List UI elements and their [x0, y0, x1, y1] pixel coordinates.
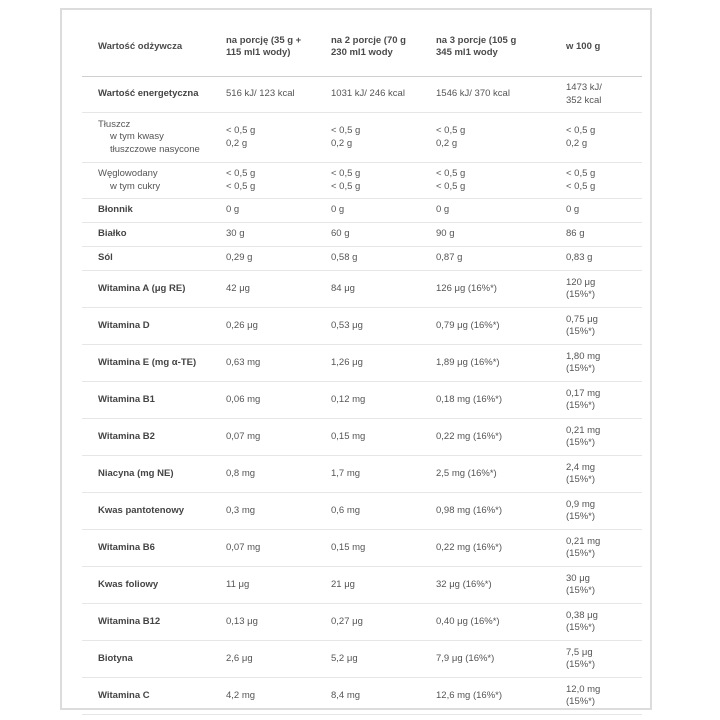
value-line: (15%*) — [566, 474, 596, 485]
value-line: 0,79 μg (16%*) — [436, 319, 500, 331]
nutrient-name: Błonnik — [98, 204, 133, 216]
value-two-portions — [315, 345, 420, 382]
value-line: 84 μg — [331, 282, 355, 294]
header-line: na 2 porcje (70 g — [331, 34, 406, 46]
nutrient-label — [82, 419, 210, 456]
table-row — [82, 163, 642, 199]
value-line: 0,63 mg — [226, 356, 261, 368]
value-line: 2,5 mg (16%*) — [436, 467, 497, 479]
value-per-100g — [550, 247, 642, 271]
value-one-portion — [210, 678, 315, 715]
value-two-portions — [315, 604, 420, 641]
table-row — [82, 678, 642, 715]
nutrient-name: Kwas foliowy — [98, 578, 159, 590]
value-one-portion — [210, 77, 315, 113]
header-line: 230 ml1 wody — [331, 47, 393, 58]
value-line: 0,9 mg — [566, 498, 596, 510]
value-line: 0 g — [436, 204, 450, 216]
value-line: 0,53 μg — [331, 319, 363, 331]
value-line: (15%*) — [566, 696, 596, 707]
nutrient-name: Witamina C — [98, 689, 150, 701]
value-two-portions — [315, 308, 420, 345]
value-line: < 0,5 g — [331, 125, 361, 136]
value-line: < 0,5 g — [566, 180, 596, 192]
value-two-portions — [315, 530, 420, 567]
value-per-100g — [550, 419, 642, 456]
header-line: 115 ml1 wody) — [226, 47, 291, 58]
value-three-portions — [420, 247, 550, 271]
nutrient-name: Biotyna — [98, 652, 133, 664]
nutrient-name: Sól — [98, 252, 113, 264]
nutrient-label — [82, 567, 210, 604]
value-line: 0,87 g — [436, 252, 463, 264]
value-line: (15%*) — [566, 511, 596, 522]
value-three-portions — [420, 77, 550, 113]
value-line: < 0,5 g — [331, 180, 361, 192]
value-three-portions — [420, 199, 550, 223]
nutrient-label — [82, 604, 210, 641]
nutrient-name: Białko — [98, 228, 127, 240]
nutrient-name: Witamina E (mg α-TE) — [98, 356, 197, 368]
value-two-portions — [315, 419, 420, 456]
header-one-portion — [210, 18, 315, 77]
nutrient-name: Witamina B12 — [98, 615, 161, 627]
nutrient-label — [82, 199, 210, 223]
value-per-100g — [550, 382, 642, 419]
value-line: 1031 kJ/ 246 kcal — [331, 88, 405, 100]
nutrient-subname: w tym cukry — [110, 180, 161, 192]
value-two-portions — [315, 493, 420, 530]
nutrient-name: Witamina B6 — [98, 541, 155, 553]
value-line: < 0,5 g — [566, 168, 596, 179]
table-row — [82, 530, 642, 567]
table-row — [82, 271, 642, 308]
nutrient-name: Witamina B1 — [98, 393, 155, 405]
nutrient-name: Witamina D — [98, 319, 150, 331]
value-line: (15%*) — [566, 548, 596, 559]
nutrient-label — [82, 678, 210, 715]
value-line: 60 g — [331, 228, 350, 240]
value-line: < 0,5 g — [226, 125, 256, 136]
nutrient-name: Węglowodany — [98, 168, 158, 179]
value-per-100g — [550, 308, 642, 345]
header-three-portions — [420, 18, 550, 77]
table-row — [82, 223, 642, 247]
value-line: 90 g — [436, 228, 455, 240]
value-line: 0,98 mg (16%*) — [436, 504, 503, 516]
value-per-100g — [550, 271, 642, 308]
value-line: (15%*) — [566, 363, 596, 374]
value-line: 5,2 μg — [331, 652, 358, 664]
value-per-100g — [550, 113, 642, 163]
value-line: < 0,5 g — [436, 125, 466, 136]
value-two-portions — [315, 247, 420, 271]
value-line: 516 kJ/ 123 kcal — [226, 88, 295, 100]
value-two-portions — [315, 641, 420, 678]
value-line: 4,2 mg — [226, 689, 256, 701]
value-line: 0,13 μg — [226, 615, 258, 627]
value-line: 0,2 g — [331, 137, 353, 149]
value-three-portions — [420, 345, 550, 382]
value-three-portions — [420, 308, 550, 345]
value-line: (15%*) — [566, 659, 596, 670]
value-line: < 0,5 g — [331, 168, 361, 179]
value-line: 0,21 mg — [566, 535, 601, 547]
nutrient-label — [82, 223, 210, 247]
value-two-portions — [315, 223, 420, 247]
value-three-portions — [420, 567, 550, 604]
nutrient-label — [82, 382, 210, 419]
value-line: 120 μg — [566, 276, 596, 288]
value-line: 42 μg — [226, 282, 250, 294]
nutrient-name: Kwas pantotenowy — [98, 504, 185, 516]
value-line: 1,7 mg — [331, 467, 361, 479]
value-one-portion — [210, 199, 315, 223]
value-per-100g — [550, 163, 642, 199]
value-line: 0,26 μg — [226, 319, 258, 331]
value-line: (15%*) — [566, 622, 596, 633]
value-line: 0 g — [566, 204, 580, 216]
value-line: 0,3 mg — [226, 504, 256, 516]
value-line: 0,06 mg — [226, 393, 261, 405]
nutrient-label — [82, 641, 210, 678]
value-two-portions — [315, 271, 420, 308]
value-three-portions — [420, 419, 550, 456]
table-row — [82, 308, 642, 345]
value-one-portion — [210, 308, 315, 345]
nutrient-name: Wartość energetyczna — [98, 88, 199, 100]
table-row — [82, 567, 642, 604]
value-line: 30 μg — [566, 572, 590, 584]
value-three-portions — [420, 163, 550, 199]
value-line: 0,07 mg — [226, 430, 261, 442]
value-line: 0,6 mg — [331, 504, 361, 516]
value-per-100g — [550, 199, 642, 223]
value-line: 0,75 μg — [566, 313, 598, 325]
nutrient-name: Witamina A (μg RE) — [98, 282, 186, 294]
nutrient-name: Witamina B2 — [98, 430, 155, 442]
value-line: 0,12 mg — [331, 393, 366, 405]
value-line: 0,58 g — [331, 252, 358, 264]
value-line: 2,6 μg — [226, 652, 253, 664]
value-line: (15%*) — [566, 289, 596, 300]
nutrient-label — [82, 247, 210, 271]
value-one-portion — [210, 163, 315, 199]
value-one-portion — [210, 271, 315, 308]
value-line: 0,83 g — [566, 252, 593, 264]
value-line: < 0,5 g — [566, 125, 596, 136]
table-row — [82, 641, 642, 678]
value-three-portions — [420, 382, 550, 419]
table-row — [82, 604, 642, 641]
nutrient-name: Tłuszcz — [98, 118, 131, 130]
value-two-portions — [315, 456, 420, 493]
value-one-portion — [210, 382, 315, 419]
value-one-portion — [210, 247, 315, 271]
value-one-portion — [210, 530, 315, 567]
value-line: 0 g — [331, 204, 345, 216]
nutrient-label — [82, 113, 210, 163]
table-row — [82, 456, 642, 493]
value-line: 0,2 g — [566, 137, 588, 149]
value-per-100g — [550, 567, 642, 604]
table-header-row — [82, 18, 642, 77]
value-line: 0,21 mg — [566, 424, 601, 436]
value-line: 12,0 mg — [566, 683, 601, 695]
value-per-100g — [550, 77, 642, 113]
value-one-portion — [210, 567, 315, 604]
value-line: 1,26 μg — [331, 356, 363, 368]
nutrient-label — [82, 530, 210, 567]
header-line: na 3 porcje (105 g — [436, 34, 517, 46]
nutrient-label — [82, 163, 210, 199]
value-one-portion — [210, 419, 315, 456]
value-one-portion — [210, 604, 315, 641]
header-per-100g: w 100 g — [550, 18, 642, 77]
value-line: 8,4 mg — [331, 689, 361, 701]
table-row — [82, 113, 642, 163]
value-line: (15%*) — [566, 585, 596, 596]
value-line: 0,15 mg — [331, 541, 366, 553]
value-per-100g — [550, 456, 642, 493]
value-two-portions — [315, 163, 420, 199]
value-per-100g — [550, 604, 642, 641]
value-line: 0,07 mg — [226, 541, 261, 553]
value-line: 0,15 mg — [331, 430, 366, 442]
value-three-portions — [420, 604, 550, 641]
value-line: (15%*) — [566, 326, 596, 337]
value-one-portion — [210, 456, 315, 493]
value-line: 0,18 mg (16%*) — [436, 393, 503, 405]
header-line: na porcję (35 g + — [226, 34, 302, 46]
nutrient-label — [82, 493, 210, 530]
value-per-100g — [550, 493, 642, 530]
value-three-portions — [420, 113, 550, 163]
value-line: < 0,5 g — [436, 180, 466, 192]
nutrient-subname: tłuszczowe nasycone — [110, 143, 200, 155]
value-line: 7,5 μg — [566, 646, 593, 658]
value-line: 0,2 g — [226, 137, 248, 149]
value-two-portions — [315, 113, 420, 163]
nutrient-label — [82, 345, 210, 382]
value-three-portions — [420, 641, 550, 678]
value-line: 0,38 μg — [566, 609, 598, 621]
value-line: 11 μg — [226, 578, 250, 590]
value-one-portion — [210, 641, 315, 678]
header-line: 345 ml1 wody — [436, 47, 498, 58]
value-line: 0,22 mg (16%*) — [436, 541, 503, 553]
value-line: 1,80 mg — [566, 350, 601, 362]
value-two-portions — [315, 382, 420, 419]
nutrient-label — [82, 271, 210, 308]
value-per-100g — [550, 530, 642, 567]
value-line: 1473 kJ/ — [566, 82, 602, 93]
table-row — [82, 419, 642, 456]
table-row — [82, 77, 642, 113]
value-three-portions — [420, 530, 550, 567]
value-line: < 0,5 g — [436, 168, 466, 179]
value-line: 7,9 μg (16%*) — [436, 652, 495, 664]
nutrition-table — [82, 18, 642, 715]
value-two-portions — [315, 567, 420, 604]
value-line: 352 kcal — [566, 94, 602, 106]
value-three-portions — [420, 678, 550, 715]
nutrient-name: Niacyna (mg NE) — [98, 467, 174, 479]
value-line: 1546 kJ/ 370 kcal — [436, 88, 510, 100]
value-line: 86 g — [566, 228, 585, 240]
table-row — [82, 493, 642, 530]
nutrition-table-frame — [60, 8, 652, 710]
value-line: 0,40 μg (16%*) — [436, 615, 500, 627]
value-line: 2,4 mg — [566, 461, 596, 473]
value-line: 126 μg (16%*) — [436, 282, 497, 294]
table-row — [82, 199, 642, 223]
nutrient-label — [82, 308, 210, 345]
value-line: (15%*) — [566, 400, 596, 411]
value-line: 12,6 mg (16%*) — [436, 689, 503, 701]
value-one-portion — [210, 493, 315, 530]
value-line: 0,17 mg — [566, 387, 601, 399]
nutrient-subname: w tym kwasy — [110, 131, 164, 143]
value-per-100g — [550, 678, 642, 715]
value-line: 0 g — [226, 204, 240, 216]
value-line: 0,29 g — [226, 252, 253, 264]
nutrient-label — [82, 77, 210, 113]
value-line: 0,27 μg — [331, 615, 363, 627]
value-three-portions — [420, 271, 550, 308]
value-line: 0,2 g — [436, 137, 458, 149]
value-three-portions — [420, 223, 550, 247]
value-two-portions — [315, 199, 420, 223]
value-line: 30 g — [226, 228, 245, 240]
nutrient-label — [82, 456, 210, 493]
header-two-portions — [315, 18, 420, 77]
header-nutrient: Wartość odżywcza — [82, 18, 210, 77]
value-one-portion — [210, 345, 315, 382]
value-per-100g — [550, 345, 642, 382]
value-line: 21 μg — [331, 578, 355, 590]
value-per-100g — [550, 641, 642, 678]
value-one-portion — [210, 113, 315, 163]
value-three-portions — [420, 456, 550, 493]
table-row — [82, 345, 642, 382]
value-per-100g — [550, 223, 642, 247]
table-row — [82, 247, 642, 271]
value-line: < 0,5 g — [226, 168, 256, 179]
value-line: 0,22 mg (16%*) — [436, 430, 503, 442]
value-line: (15%*) — [566, 437, 596, 448]
value-line: 0,8 mg — [226, 467, 256, 479]
value-line: < 0,5 g — [226, 180, 256, 192]
value-line: 1,89 μg (16%*) — [436, 356, 500, 368]
value-two-portions — [315, 678, 420, 715]
value-two-portions — [315, 77, 420, 113]
table-row — [82, 382, 642, 419]
value-three-portions — [420, 493, 550, 530]
value-line: 32 μg (16%*) — [436, 578, 492, 590]
value-one-portion — [210, 223, 315, 247]
